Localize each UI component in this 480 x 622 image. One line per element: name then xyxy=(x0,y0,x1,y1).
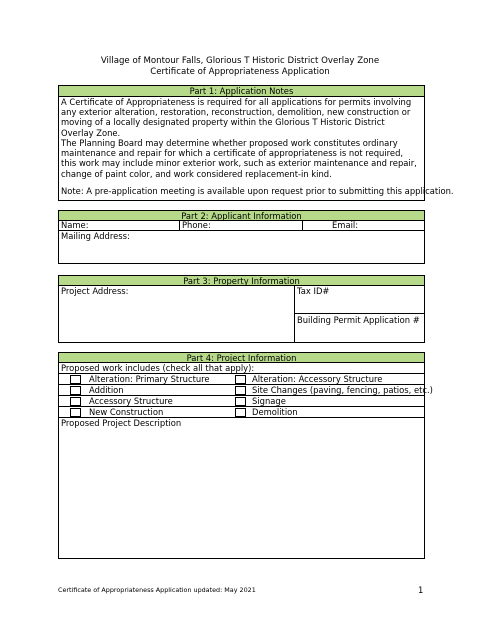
checkbox-demolition[interactable] xyxy=(235,408,246,417)
checkbox-alteration-primary[interactable] xyxy=(70,375,81,384)
footer-text: Certificate of Appropriateness Application updated: May 2021 xyxy=(58,586,256,594)
part2-section xyxy=(58,210,425,264)
part1-section xyxy=(58,85,454,201)
checkbox-signage[interactable] xyxy=(235,397,246,406)
work-includes-label: Proposed work includes (check all that apply): xyxy=(61,363,255,373)
tax-id-field[interactable]: Tax ID# xyxy=(297,286,330,296)
project-address-field[interactable]: Project Address: xyxy=(61,286,129,296)
checkbox-addition[interactable] xyxy=(70,386,81,395)
option-addition: Addition xyxy=(89,385,124,395)
part2-header: Part 2: Applicant Information xyxy=(59,211,424,221)
part1-note: Note: A pre-application meeting is available upon request prior to submitting this application. xyxy=(61,186,454,196)
option-alteration-accessory: Alteration: Accessory Structure xyxy=(252,374,383,384)
option-signage: Signage xyxy=(252,396,286,406)
checkbox-site-changes[interactable] xyxy=(235,386,246,395)
part4-section xyxy=(58,352,433,559)
part1-paragraph-2: The Planning Board may determine whether proposed work constitutes ordinary maintenance and repair for which a certificate of appropriateness is not required, this work may include minor exterior work, such as exterior maintenance and repair, change of paint color, and work considered replacement-in kind. xyxy=(61,138,417,179)
option-new-construction: New Construction xyxy=(89,407,164,417)
document-subtitle: Certificate of Appropriateness Application xyxy=(150,67,330,77)
building-permit-field[interactable]: Building Permit Application # xyxy=(297,315,420,325)
checkbox-accessory-structure[interactable] xyxy=(70,397,81,406)
page-number: 1 xyxy=(418,585,424,595)
option-alteration-primary: Alteration: Primary Structure xyxy=(89,374,210,384)
mailing-address-field[interactable]: Mailing Address: xyxy=(61,231,130,241)
part1-header: Part 1: Application Notes xyxy=(59,86,424,97)
part3-section xyxy=(58,275,425,343)
part3-header: Part 3: Property Information xyxy=(59,276,424,286)
document-title: Village of Montour Falls, Glorious T Historic District Overlay Zone xyxy=(100,56,380,66)
phone-field[interactable]: Phone: xyxy=(182,220,211,230)
option-demolition: Demolition xyxy=(252,407,298,417)
part1-paragraph-1: A Certificate of Appropriateness is required for all applications for permits involving any exterior alteration, restoration, reconstruction, demolition, new construction or moving of a locally designated property within the Glorious T Historic District Overlay Zone. xyxy=(61,97,412,138)
part4-header: Part 4: Project Information xyxy=(59,353,424,363)
project-description-field[interactable]: Proposed Project Description xyxy=(61,418,182,428)
checkbox-alteration-accessory[interactable] xyxy=(235,375,246,384)
name-field[interactable]: Name: xyxy=(61,220,89,230)
option-accessory-structure: Accessory Structure xyxy=(89,396,173,406)
option-site-changes: Site Changes (paving, fencing, patios, etc.) xyxy=(252,385,433,395)
checkbox-new-construction[interactable] xyxy=(70,408,81,417)
email-field[interactable]: Email: xyxy=(332,220,359,230)
